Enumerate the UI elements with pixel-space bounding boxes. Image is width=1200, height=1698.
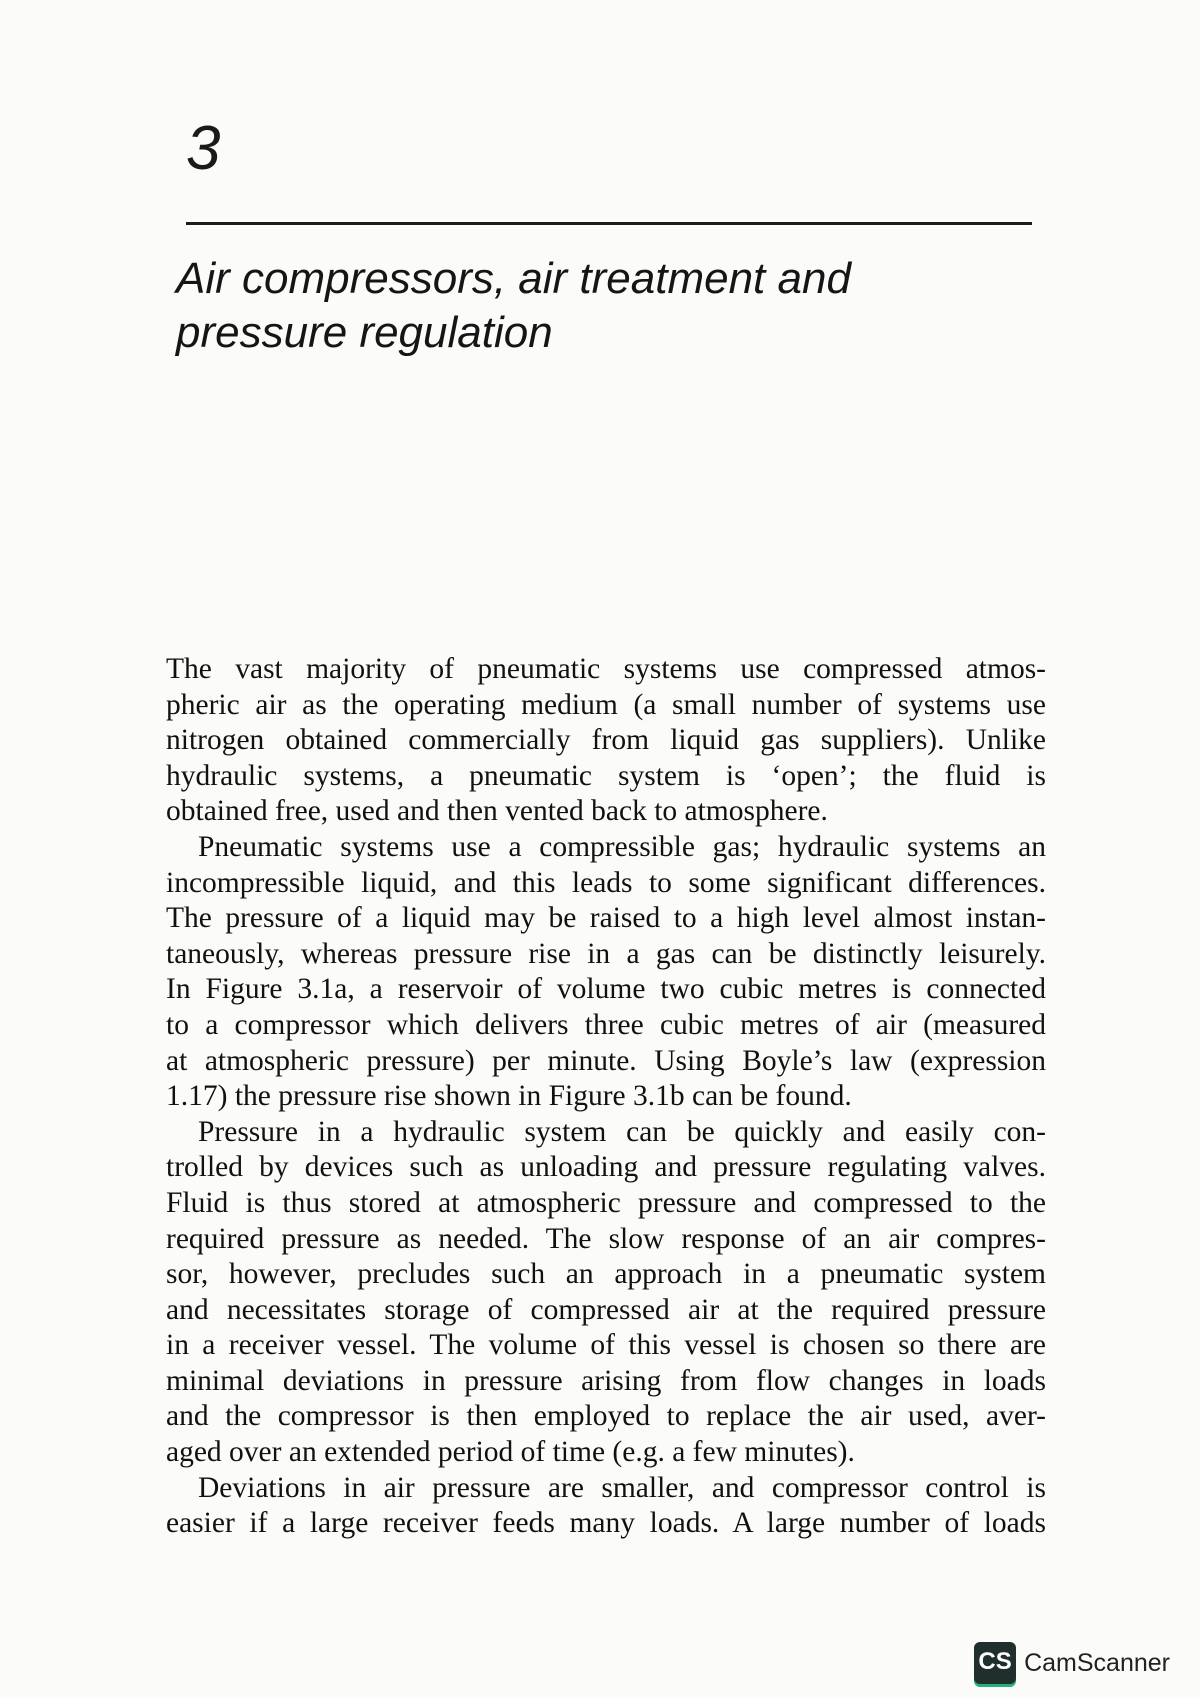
paragraph-1-line: pheric air as the operating medium (a small number of systems use xyxy=(166,688,1046,721)
paragraph-1-line: nitrogen obtained commercially from liquid gas suppliers). Unlike xyxy=(166,724,1046,757)
body-text xyxy=(166,652,1046,1542)
paragraph-3-line: in a receiver vessel. The volume of this vessel is chosen so there are xyxy=(166,1329,1046,1362)
paragraph-2-line: Pneumatic systems use a compressible gas; hydraulic systems an xyxy=(198,830,1046,863)
paragraph-1-line: The vast majority of pneumatic systems use compressed atmos- xyxy=(166,653,1046,685)
paragraph-2-line: The pressure of a liquid may be raised to a high level almost instan- xyxy=(166,902,1046,935)
paragraph-1-line: hydraulic systems, a pneumatic system is ‘open’; the fluid is xyxy=(166,759,1046,792)
chapter-title xyxy=(176,252,1036,360)
camscanner-brand: CamScanner xyxy=(1024,1648,1170,1677)
paragraph-2-line: taneously, whereas pressure rise in a gas can be distinctly leisurely. xyxy=(166,937,1046,970)
paragraph-2-line: at atmospheric pressure) per minute. Using Boyle’s law (expression xyxy=(166,1044,1046,1077)
paragraph-4-line: easier if a large receiver feeds many loads. A large number of loads xyxy=(166,1507,1046,1540)
paragraph-3-line: sor, however, precludes such an approach in a pneumatic system xyxy=(166,1258,1046,1291)
paragraph-4-line: Deviations in air pressure are smaller, and compressor control is xyxy=(198,1471,1046,1504)
chapter-number: 3 xyxy=(186,114,221,183)
paragraph-3-line: Pressure in a hydraulic system can be quickly and easily con- xyxy=(198,1115,1046,1148)
paragraph-3-line: aged over an extended period of time (e.g. a few minutes). xyxy=(166,1436,855,1469)
paragraph-3-line: minimal deviations in pressure arising from flow changes in loads xyxy=(166,1364,1046,1397)
chapter-title-line: pressure regulation xyxy=(176,308,553,357)
paragraph-3-line: required pressure as needed. The slow response of an air compres- xyxy=(166,1222,1046,1255)
paragraph-2-line: In Figure 3.1a, a reservoir of volume two cubic metres is connected xyxy=(166,973,1046,1006)
paragraph-3-line: and necessitates storage of compressed air at the required pressure xyxy=(166,1293,1046,1326)
paragraph-2-line: to a compressor which delivers three cubic metres of air (measured xyxy=(166,1008,1046,1041)
paragraph-1-line: obtained free, used and then vented back to atmosphere. xyxy=(166,795,828,828)
chapter-rule xyxy=(186,222,1032,225)
chapter-title-line: Air compressors, air treatment and xyxy=(176,254,851,303)
camscanner-watermark xyxy=(974,1642,1170,1684)
paragraph-3-line: Fluid is thus stored at atmospheric pressure and compressed to the xyxy=(166,1186,1046,1219)
camscanner-logo-icon: CS xyxy=(974,1642,1016,1684)
paragraph-2-line: incompressible liquid, and this leads to some significant differences. xyxy=(166,866,1046,899)
paragraph-2-line: 1.17) the pressure rise shown in Figure 3.1b can be found. xyxy=(166,1080,852,1113)
paragraph-3-line: and the compressor is then employed to replace the air used, aver- xyxy=(166,1400,1046,1433)
paragraph-3-line: trolled by devices such as unloading and pressure regulating valves. xyxy=(166,1151,1046,1184)
